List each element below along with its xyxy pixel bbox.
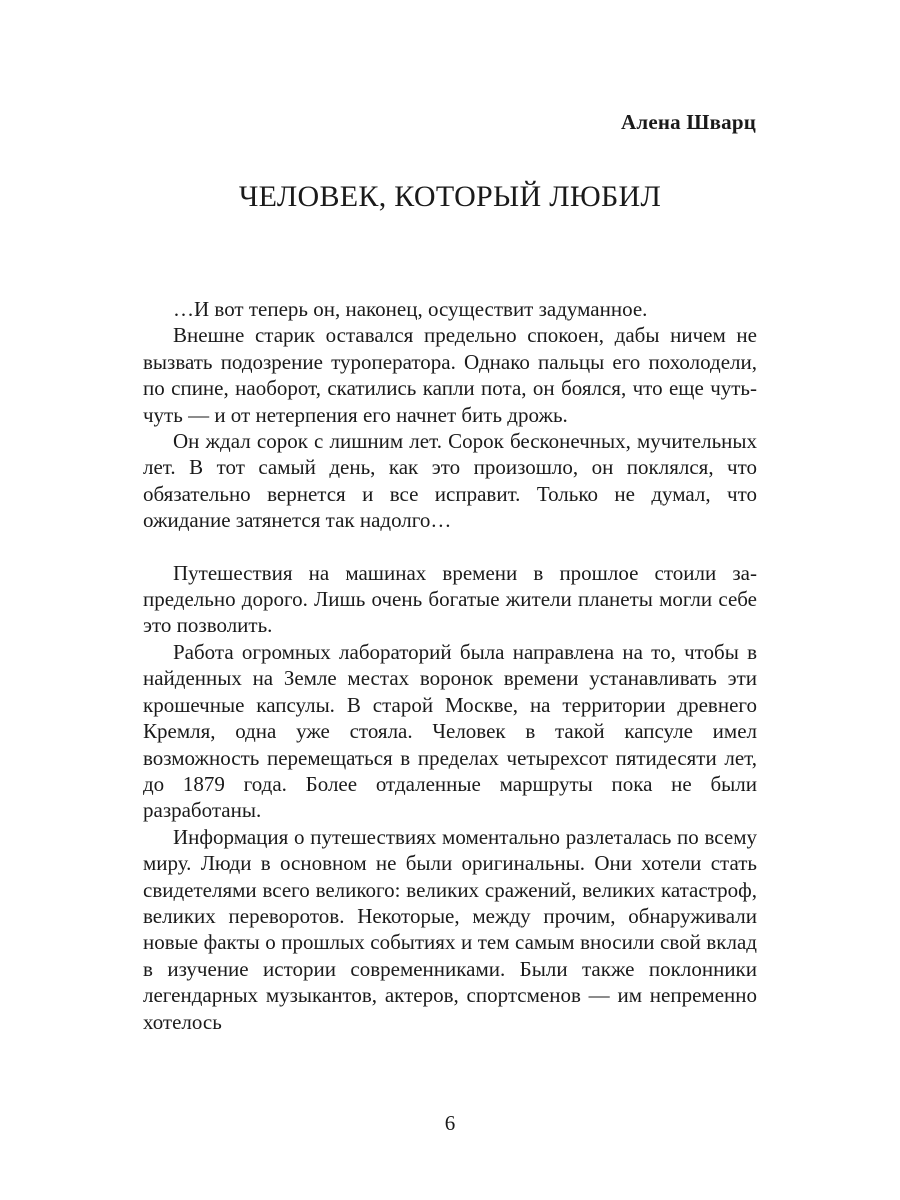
paragraph: Он ждал сорок с лишним лет. Сорок бесконечных, мучительных лет. В тот самый день, как это произошло, он поклялся, что обязательно вернется и все исправит. Только не думал, что ожидание затянется так надолго… [143, 429, 757, 533]
author-name: Алена Шварц [621, 110, 756, 134]
page-number: 6 [444, 1111, 456, 1135]
paragraph: …И вот теперь он, наконец, осуществит задуманное. [173, 297, 648, 321]
paragraph: Внешне старик оставался предельно спокоен, дабы ничем не вызвать подозрение туроператора. Однако пальцы его похолодели, по спине, наоборот, скатились капли пота, он боялся, что еще чуть-чуть — и от нетерпения его начнет бить дрожь. [143, 323, 757, 427]
paragraph: Путешествия на машинах времени в прошлое стоили запредельно дорого. Лишь очень богатые жители планеты могли себе это позволить. [143, 560, 757, 638]
body-text [143, 296, 757, 1035]
paragraph: Информация о путешествиях моментально разлеталась по всему миру. Люди в основном не были оригинальны. Они хотели стать свидетелями всего великого: великих сражений, великих катастроф, великих переворотов. Некоторые, между прочим, обнаруживали новые факты о прошлых событиях и тем самым вносили свой вклад в изучение истории современниками. Были также поклонники легендарных музыкантов, актеров, спортсменов — им непременно хотелось [143, 824, 757, 1034]
chapter-title: ЧЕЛОВЕК, КОТОРЫЙ ЛЮБИЛ [238, 180, 662, 213]
paragraph: Работа огромных лабораторий была направлена на то, чтобы в найденных на Земле местах воронок времени устанавливать эти крошечные капсулы. В старой Москве, на территории древнего Кремля, одна уже стояла. Человек в такой капсуле имел возможность перемещаться в пределах четырехсот пятидесяти лет, до 1879 года. Более отдаленные маршруты пока не были разработаны. [143, 639, 757, 823]
